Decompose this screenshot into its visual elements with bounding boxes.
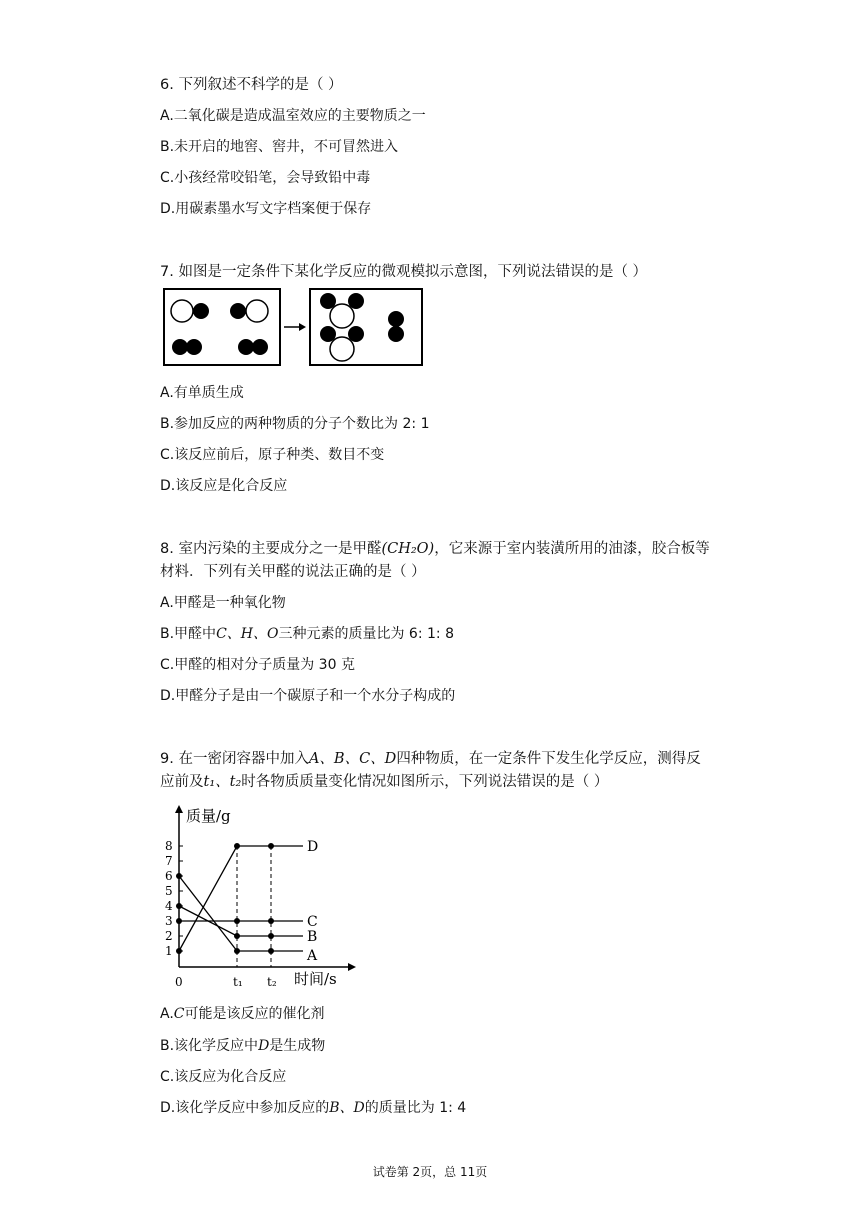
point-B-1 xyxy=(234,933,240,939)
y-tick-label-1: 1 xyxy=(165,944,173,958)
series-line-D xyxy=(179,846,303,951)
mass-time-chart xyxy=(160,797,360,993)
x-tick-label-1: t₁ xyxy=(233,975,243,989)
y-axis-arrow xyxy=(175,805,183,813)
series-label-D: D xyxy=(307,839,319,855)
y-tick-label-7: 7 xyxy=(165,854,173,868)
series-label-A: A xyxy=(307,948,318,964)
q8-stem-line2: 材料．下列有关甲醛的说法正确的是（ ） xyxy=(160,564,426,580)
y-tick-label-5: 5 xyxy=(165,884,173,898)
q8-option-c: C.甲醛的相对分子质量为 30 克 xyxy=(160,657,355,673)
x-axis-label: 时间/s xyxy=(294,970,337,988)
point-A-2 xyxy=(268,948,274,954)
q6-stem: 6. 下列叙述不科学的是（ ） xyxy=(160,77,343,93)
point-A-0 xyxy=(176,873,182,879)
x-axis-arrow xyxy=(348,963,356,971)
q7-option-d: D.该反应是化合反应 xyxy=(160,478,288,494)
q9-option-d: D.该化学反应中参加反应的B、D的质量比为 1: 4 xyxy=(160,1100,467,1116)
x-tick-label-2: t₂ xyxy=(267,975,277,989)
y-tick-label-6: 6 xyxy=(165,869,173,883)
q6-option-a: A.二氧化碳是造成温室效应的主要物质之一 xyxy=(160,108,426,124)
q6-option-b: B.未开启的地窖、窖井，不可冒然进入 xyxy=(160,139,399,155)
point-C-0 xyxy=(176,918,182,924)
q9-option-a: A.C可能是该反应的催化剂 xyxy=(160,1006,325,1022)
formaldehyde-formula: (CH₂O) xyxy=(381,541,435,557)
y-tick-label-2: 2 xyxy=(165,929,173,943)
q7-option-a: A.有单质生成 xyxy=(160,385,244,401)
y-tick-label-4: 4 xyxy=(165,899,173,913)
series-label-C: C xyxy=(307,914,318,930)
q8-option-b: B.甲醛中C、H、O三种元素的质量比为 6: 1: 8 xyxy=(160,626,454,642)
q8-stem: 8. 室内污染的主要成分之一是甲醛(CH₂O)，它来源于室内装潢所用的油漆，胶合板等 xyxy=(160,541,710,557)
q6-option-d: D.用碳素墨水写文字档案便于保存 xyxy=(160,201,372,217)
point-B-2 xyxy=(268,933,274,939)
point-D-2 xyxy=(268,843,274,849)
y-axis-label: 质量/g xyxy=(186,807,231,825)
q8-option-a: A.甲醛是一种氧化物 xyxy=(160,595,286,611)
page-footer: 试卷第 2页，总 11页 xyxy=(372,1165,488,1179)
y-tick-label-8: 8 xyxy=(165,839,173,853)
point-B-0 xyxy=(176,903,182,909)
q9-stem: 9. 在一密闭容器中加入A、B、C、D四种物质，在一定条件下发生化学反应，测得反 xyxy=(160,751,701,767)
q7-option-b: B.参加反应的两种物质的分子个数比为 2: 1 xyxy=(160,416,430,432)
q6-option-c: C.小孩经常咬铅笔，会导致铅中毒 xyxy=(160,170,371,186)
series-label-B: B xyxy=(307,929,318,945)
point-D-1 xyxy=(234,843,240,849)
x-tick-label-0: 0 xyxy=(175,975,183,989)
q9-option-c: C.该反应为化合反应 xyxy=(160,1069,287,1085)
q8-option-d: D.甲醛分子是由一个碳原子和一个水分子构成的 xyxy=(160,688,456,704)
y-tick-label-3: 3 xyxy=(165,914,173,928)
point-A-1 xyxy=(234,948,240,954)
series-line-A xyxy=(179,876,303,951)
point-C-2 xyxy=(268,918,274,924)
q7-option-c: C.该反应前后，原子种类、数目不变 xyxy=(160,447,385,463)
point-C-1 xyxy=(234,918,240,924)
point-D-0 xyxy=(176,948,182,954)
q9-stem-line2: 应前及t₁、t₂时各物质质量变化情况如图所示，下列说法错误的是（ ） xyxy=(160,774,609,790)
q7-stem: 7. 如图是一定条件下某化学反应的微观模拟示意图，下列说法错误的是（ ） xyxy=(160,264,648,280)
q9-option-b: B.该化学反应中D是生成物 xyxy=(160,1038,326,1054)
reaction-diagram xyxy=(160,286,426,368)
